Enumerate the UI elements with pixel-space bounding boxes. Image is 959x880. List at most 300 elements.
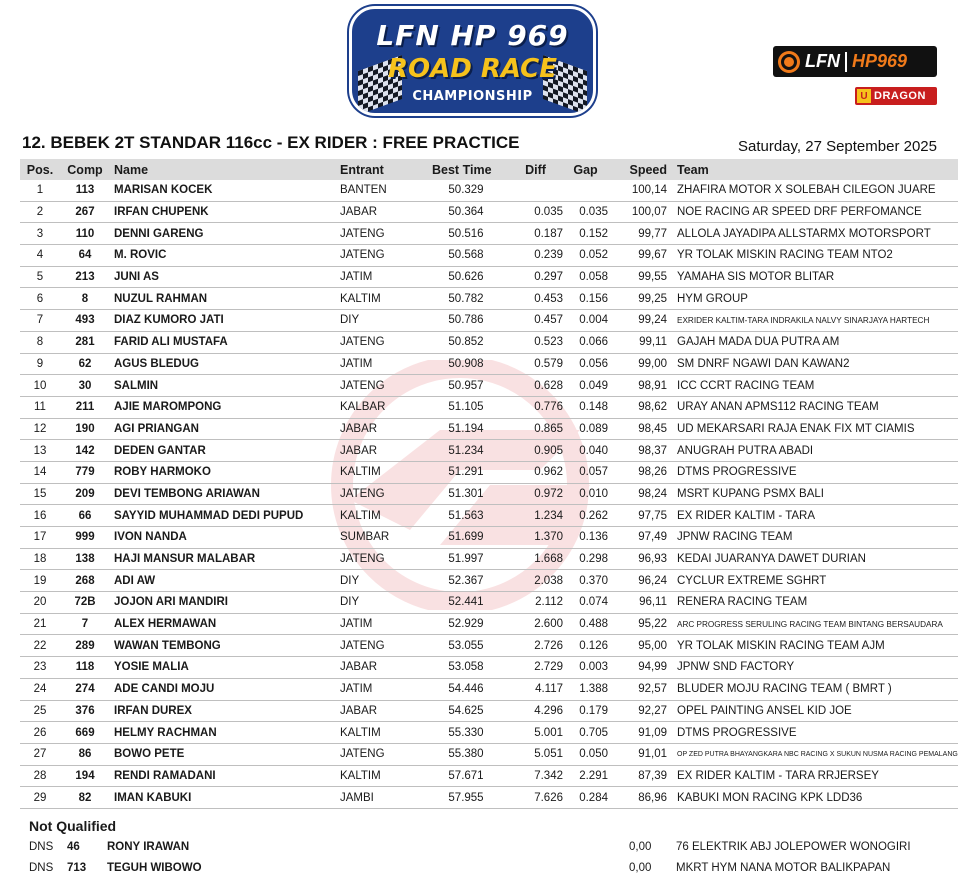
cell-entrant: JATENG (340, 245, 424, 267)
logo-line-1: LFN HP 969 (376, 19, 569, 52)
cell-comp: 62 (60, 353, 110, 375)
cell-best-time: 50.626 (424, 266, 508, 288)
cell-comp: 190 (60, 418, 110, 440)
cell-name: JOJON ARI MANDIRI (110, 592, 340, 614)
cell-diff: 0.187 (508, 223, 563, 245)
cell-pos: 22 (20, 635, 60, 657)
cell-best-time: 52.929 (424, 613, 508, 635)
cell-gap: 0.003 (563, 657, 608, 679)
cell-team: ANUGRAH PUTRA ABADI (667, 440, 958, 462)
cell-name: HAJI MANSUR MALABAR (110, 548, 340, 570)
cell-comp: 110 (60, 223, 110, 245)
table-row (20, 180, 958, 201)
cell-name: M. ROVIC (110, 245, 340, 267)
cell-comp: 7 (60, 613, 110, 635)
table-row (20, 592, 958, 614)
cell-team: OPEL PAINTING ANSEL KID JOE (667, 700, 958, 722)
cell-pos: 27 (20, 743, 60, 765)
table-row (20, 787, 958, 809)
table-row (20, 375, 958, 397)
cell-pos: 3 (20, 223, 60, 245)
cell-diff: 0.453 (508, 288, 563, 310)
cell-comp: 493 (60, 310, 110, 332)
cell-comp: 142 (60, 440, 110, 462)
cell-name: ADI AW (110, 570, 340, 592)
cell-gap: 0.089 (563, 418, 608, 440)
cell-gap: 0.284 (563, 787, 608, 809)
col-comp-header: Comp (60, 159, 110, 180)
cell-gap: 0.010 (563, 483, 608, 505)
championship-logo (349, 6, 596, 116)
nq-team: 76 ELEKTRIK ABJ JOLEPOWER WONOGIRI (676, 841, 911, 853)
cell-diff: 2.038 (508, 570, 563, 592)
cell-team: ALLOLA JAYADIPA ALLSTARMX MOTORSPORT (667, 223, 958, 245)
cell-gap: 0.040 (563, 440, 608, 462)
cell-pos: 29 (20, 787, 60, 809)
cell-team: EX RIDER KALTIM - TARA RRJERSEY (667, 765, 958, 787)
cell-entrant: KALTIM (340, 722, 424, 744)
cell-best-time: 57.671 (424, 765, 508, 787)
cell-entrant: JATENG (340, 635, 424, 657)
cell-team: YAMAHA SIS MOTOR BLITAR (667, 266, 958, 288)
cell-speed: 99,25 (608, 288, 667, 310)
nq-name: RONY IRAWAN (107, 841, 190, 853)
cell-speed: 98,24 (608, 483, 667, 505)
cell-entrant: KALBAR (340, 396, 424, 418)
cell-name: DIAZ KUMORO JATI (110, 310, 340, 332)
table-row (20, 657, 958, 679)
cell-speed: 98,62 (608, 396, 667, 418)
cell-entrant: JATENG (340, 331, 424, 353)
cell-diff: 0.628 (508, 375, 563, 397)
cell-gap: 0.066 (563, 331, 608, 353)
event-title: 12. BEBEK 2T STANDAR 116cc - EX RIDER : FREE PRACTICE (22, 133, 520, 152)
cell-team: OP ZED PUTRA BHAYANGKARA NBC RACING X SUKUN NUSMA RACING PEMALANG (667, 743, 958, 765)
nq-comp: 713 (67, 862, 87, 874)
cell-entrant: JABAR (340, 418, 424, 440)
cell-team: HYM GROUP (667, 288, 958, 310)
cell-entrant: DIY (340, 592, 424, 614)
cell-pos: 25 (20, 700, 60, 722)
cell-pos: 8 (20, 331, 60, 353)
cell-speed: 98,45 (608, 418, 667, 440)
logo-line-3: CHAMPIONSHIP (412, 89, 533, 104)
cell-entrant: JATENG (340, 483, 424, 505)
cell-diff: 5.001 (508, 722, 563, 744)
cell-best-time: 50.568 (424, 245, 508, 267)
cell-team: DTMS PROGRESSIVE (667, 722, 958, 744)
cell-best-time: 51.699 (424, 527, 508, 549)
table-row (20, 570, 958, 592)
cell-best-time: 50.852 (424, 331, 508, 353)
cell-speed: 95,00 (608, 635, 667, 657)
table-row (20, 310, 958, 332)
cell-diff: 0.579 (508, 353, 563, 375)
table-row (20, 440, 958, 462)
cell-pos: 16 (20, 505, 60, 527)
cell-speed: 99,11 (608, 331, 667, 353)
cell-speed: 98,37 (608, 440, 667, 462)
cell-comp: 281 (60, 331, 110, 353)
cell-team: NOE RACING AR SPEED DRF PERFOMANCE (667, 201, 958, 223)
cell-diff: 1.370 (508, 527, 563, 549)
cell-best-time: 50.516 (424, 223, 508, 245)
brand-separator (845, 52, 847, 72)
cell-speed: 98,91 (608, 375, 667, 397)
cell-gap (563, 180, 608, 201)
nq-team: MKRT HYM NANA MOTOR BALIKPAPAN (676, 862, 891, 874)
cell-entrant: JATIM (340, 353, 424, 375)
cell-speed: 97,49 (608, 527, 667, 549)
cell-pos: 13 (20, 440, 60, 462)
cell-pos: 9 (20, 353, 60, 375)
cell-name: AJIE MAROMPONG (110, 396, 340, 418)
cell-entrant: JABAR (340, 201, 424, 223)
cell-team: UD MEKARSARI RAJA ENAK FIX MT CIAMIS (667, 418, 958, 440)
cell-pos: 20 (20, 592, 60, 614)
cell-gap: 0.152 (563, 223, 608, 245)
cell-entrant: KALTIM (340, 288, 424, 310)
cell-name: IRFAN CHUPENK (110, 201, 340, 223)
table-row (20, 743, 958, 765)
table-row (20, 678, 958, 700)
table-row (20, 418, 958, 440)
table-row (20, 461, 958, 483)
cell-pos: 18 (20, 548, 60, 570)
cell-entrant: DIY (340, 310, 424, 332)
cell-diff: 0.523 (508, 331, 563, 353)
table-row (20, 266, 958, 288)
cell-pos: 14 (20, 461, 60, 483)
table-row (20, 548, 958, 570)
cell-name: FARID ALI MUSTAFA (110, 331, 340, 353)
cell-speed: 94,99 (608, 657, 667, 679)
cell-diff: 1.234 (508, 505, 563, 527)
cell-team: KEDAI JUARANYA DAWET DURIAN (667, 548, 958, 570)
cell-best-time: 54.446 (424, 678, 508, 700)
cell-entrant: JAMBI (340, 787, 424, 809)
cell-gap: 0.262 (563, 505, 608, 527)
col-name-header: Name (110, 159, 340, 180)
cell-name: AGUS BLEDUG (110, 353, 340, 375)
cell-team: EXRIDER KALTIM-TARA INDRAKILA NALVY SINARJAYA HARTECH (667, 310, 958, 332)
sponsor-logo (855, 87, 937, 105)
sponsor-mark-icon: U (857, 89, 871, 103)
cell-comp: 72B (60, 592, 110, 614)
cell-speed: 100,14 (608, 180, 667, 201)
cell-diff: 4.296 (508, 700, 563, 722)
cell-team: GAJAH MADA DUA PUTRA AM (667, 331, 958, 353)
cell-gap: 0.052 (563, 245, 608, 267)
table-row (20, 223, 958, 245)
cell-name: RENDI RAMADANI (110, 765, 340, 787)
cell-comp: 669 (60, 722, 110, 744)
cell-pos: 4 (20, 245, 60, 267)
cell-gap: 0.004 (563, 310, 608, 332)
cell-team: ZHAFIRA MOTOR X SOLEBAH CILEGON JUARE (667, 180, 958, 201)
cell-diff: 2.729 (508, 657, 563, 679)
nq-name: TEGUH WIBOWO (107, 862, 202, 874)
cell-entrant: KALTIM (340, 505, 424, 527)
cell-speed: 100,07 (608, 201, 667, 223)
brand-logo (773, 46, 937, 77)
cell-entrant: JABAR (340, 657, 424, 679)
table-row (20, 635, 958, 657)
table-row (20, 765, 958, 787)
cell-team: EX RIDER KALTIM - TARA (667, 505, 958, 527)
cell-pos: 19 (20, 570, 60, 592)
nq-speed: 0,00 (629, 862, 652, 874)
cell-best-time: 55.380 (424, 743, 508, 765)
cell-diff: 0.457 (508, 310, 563, 332)
cell-entrant: SUMBAR (340, 527, 424, 549)
cell-team: YR TOLAK MISKIN RACING TEAM NTO2 (667, 245, 958, 267)
cell-pos: 26 (20, 722, 60, 744)
cell-entrant: JABAR (340, 440, 424, 462)
cell-comp: 113 (60, 180, 110, 201)
cell-comp: 268 (60, 570, 110, 592)
cell-diff: 0.239 (508, 245, 563, 267)
cell-gap: 0.126 (563, 635, 608, 657)
cell-diff: 0.865 (508, 418, 563, 440)
cell-comp: 779 (60, 461, 110, 483)
table-row (20, 353, 958, 375)
cell-team: DTMS PROGRESSIVE (667, 461, 958, 483)
cell-team: URAY ANAN APMS112 RACING TEAM (667, 396, 958, 418)
cell-pos: 24 (20, 678, 60, 700)
cell-speed: 92,57 (608, 678, 667, 700)
cell-gap: 2.291 (563, 765, 608, 787)
cell-comp: 138 (60, 548, 110, 570)
cell-team: YR TOLAK MISKIN RACING TEAM AJM (667, 635, 958, 657)
not-qualified-row (29, 838, 939, 858)
cell-comp: 274 (60, 678, 110, 700)
cell-comp: 194 (60, 765, 110, 787)
cell-best-time: 50.786 (424, 310, 508, 332)
cell-pos: 28 (20, 765, 60, 787)
table-header-row (20, 159, 958, 180)
cell-gap: 0.136 (563, 527, 608, 549)
cell-comp: 86 (60, 743, 110, 765)
cell-speed: 96,93 (608, 548, 667, 570)
sponsor-text: DRAGON (874, 90, 926, 102)
cell-name: WAWAN TEMBONG (110, 635, 340, 657)
cell-comp: 118 (60, 657, 110, 679)
cell-speed: 99,24 (608, 310, 667, 332)
cell-team: JPNW SND FACTORY (667, 657, 958, 679)
cell-best-time: 54.625 (424, 700, 508, 722)
cell-pos: 2 (20, 201, 60, 223)
cell-speed: 99,67 (608, 245, 667, 267)
nq-speed: 0,00 (629, 841, 652, 853)
cell-diff: 2.112 (508, 592, 563, 614)
cell-entrant: JATIM (340, 266, 424, 288)
cell-best-time: 50.364 (424, 201, 508, 223)
cell-best-time: 51.234 (424, 440, 508, 462)
nq-status: DNS (29, 862, 54, 874)
cell-speed: 91,09 (608, 722, 667, 744)
cell-name: BOWO PETE (110, 743, 340, 765)
cell-gap: 0.058 (563, 266, 608, 288)
cell-gap: 0.049 (563, 375, 608, 397)
cell-team: SM DNRF NGAWI DAN KAWAN2 (667, 353, 958, 375)
cell-best-time: 57.955 (424, 787, 508, 809)
not-qualified-row (29, 859, 939, 879)
cell-diff: 0.972 (508, 483, 563, 505)
not-qualified-title: Not Qualified (29, 818, 117, 834)
cell-entrant: JATENG (340, 743, 424, 765)
cell-entrant: JATIM (340, 678, 424, 700)
cell-pos: 1 (20, 180, 60, 201)
cell-comp: 209 (60, 483, 110, 505)
logo-line-2: ROAD RACE (387, 54, 558, 84)
cell-pos: 7 (20, 310, 60, 332)
cell-best-time: 50.908 (424, 353, 508, 375)
col-pos-header: Pos. (20, 159, 60, 180)
cell-entrant: KALTIM (340, 765, 424, 787)
cell-diff: 2.726 (508, 635, 563, 657)
cell-best-time: 51.997 (424, 548, 508, 570)
cell-comp: 8 (60, 288, 110, 310)
cell-best-time: 50.957 (424, 375, 508, 397)
cell-pos: 23 (20, 657, 60, 679)
cell-entrant: BANTEN (340, 180, 424, 201)
brand-left-text: LFN (805, 51, 840, 71)
cell-entrant: JATENG (340, 375, 424, 397)
cell-speed: 99,55 (608, 266, 667, 288)
cell-team: ARC PROGRESS SERULING RACING TEAM BINTANG BERSAUDARA (667, 613, 958, 635)
cell-gap: 0.035 (563, 201, 608, 223)
cell-gap: 0.488 (563, 613, 608, 635)
nq-status: DNS (29, 841, 54, 853)
cell-speed: 97,75 (608, 505, 667, 527)
nq-comp: 46 (67, 841, 80, 853)
cell-gap: 0.156 (563, 288, 608, 310)
cell-name: HELMY RACHMAN (110, 722, 340, 744)
cell-name: ROBY HARMOKO (110, 461, 340, 483)
table-row (20, 613, 958, 635)
cell-name: JUNI AS (110, 266, 340, 288)
cell-name: MARISAN KOCEK (110, 180, 340, 201)
cell-best-time: 50.329 (424, 180, 508, 201)
cell-gap: 0.705 (563, 722, 608, 744)
col-gap-header: Gap (563, 159, 608, 180)
table-row (20, 396, 958, 418)
cell-name: AGI PRIANGAN (110, 418, 340, 440)
cell-comp: 66 (60, 505, 110, 527)
cell-speed: 99,77 (608, 223, 667, 245)
cell-diff (508, 180, 563, 201)
col-best-time-header: Best Time (424, 159, 508, 180)
cell-pos: 6 (20, 288, 60, 310)
cell-name: DEVI TEMBONG ARIAWAN (110, 483, 340, 505)
cell-speed: 98,26 (608, 461, 667, 483)
cell-pos: 15 (20, 483, 60, 505)
cell-pos: 5 (20, 266, 60, 288)
cell-name: IVON NANDA (110, 527, 340, 549)
cell-best-time: 55.330 (424, 722, 508, 744)
cell-pos: 17 (20, 527, 60, 549)
results-body (20, 180, 958, 808)
cell-best-time: 53.058 (424, 657, 508, 679)
col-entrant-header: Entrant (340, 159, 424, 180)
cell-entrant: JATENG (340, 548, 424, 570)
cell-comp: 213 (60, 266, 110, 288)
cell-pos: 12 (20, 418, 60, 440)
cell-best-time: 50.782 (424, 288, 508, 310)
col-diff-header: Diff (508, 159, 563, 180)
cell-speed: 96,24 (608, 570, 667, 592)
table-row (20, 527, 958, 549)
cell-comp: 376 (60, 700, 110, 722)
cell-speed: 91,01 (608, 743, 667, 765)
cell-team: KABUKI MON RACING KPK LDD36 (667, 787, 958, 809)
cell-diff: 2.600 (508, 613, 563, 635)
cell-gap: 0.179 (563, 700, 608, 722)
table-row (20, 483, 958, 505)
cell-name: DEDEN GANTAR (110, 440, 340, 462)
cell-gap: 0.056 (563, 353, 608, 375)
table-row (20, 505, 958, 527)
cell-speed: 86,96 (608, 787, 667, 809)
cell-name: NUZUL RAHMAN (110, 288, 340, 310)
table-row (20, 722, 958, 744)
cell-best-time: 51.291 (424, 461, 508, 483)
cell-pos: 10 (20, 375, 60, 397)
table-row (20, 331, 958, 353)
cell-speed: 95,22 (608, 613, 667, 635)
col-team-header: Team (667, 159, 958, 180)
cell-entrant: JATIM (340, 613, 424, 635)
cell-speed: 99,00 (608, 353, 667, 375)
cell-gap: 1.388 (563, 678, 608, 700)
cell-name: ALEX HERMAWAN (110, 613, 340, 635)
brand-ring-icon (778, 51, 800, 73)
cell-gap: 0.074 (563, 592, 608, 614)
cell-gap: 0.057 (563, 461, 608, 483)
cell-team: ICC CCRT RACING TEAM (667, 375, 958, 397)
cell-entrant: KALTIM (340, 461, 424, 483)
cell-best-time: 52.441 (424, 592, 508, 614)
cell-gap: 0.298 (563, 548, 608, 570)
cell-best-time: 51.301 (424, 483, 508, 505)
cell-diff: 0.776 (508, 396, 563, 418)
cell-best-time: 51.194 (424, 418, 508, 440)
cell-entrant: JABAR (340, 700, 424, 722)
cell-gap: 0.148 (563, 396, 608, 418)
cell-name: IMAN KABUKI (110, 787, 340, 809)
cell-name: DENNI GARENG (110, 223, 340, 245)
table-row (20, 245, 958, 267)
cell-team: JPNW RACING TEAM (667, 527, 958, 549)
cell-speed: 96,11 (608, 592, 667, 614)
cell-diff: 7.626 (508, 787, 563, 809)
cell-gap: 0.050 (563, 743, 608, 765)
cell-best-time: 51.105 (424, 396, 508, 418)
brand-right-text: HP969 (852, 51, 908, 71)
cell-best-time: 51.563 (424, 505, 508, 527)
cell-diff: 7.342 (508, 765, 563, 787)
event-date: Saturday, 27 September 2025 (737, 138, 937, 155)
cell-comp: 267 (60, 201, 110, 223)
cell-team: MSRT KUPANG PSMX BALI (667, 483, 958, 505)
cell-diff: 0.297 (508, 266, 563, 288)
cell-name: SAYYID MUHAMMAD DEDI PUPUD (110, 505, 340, 527)
cell-name: SALMIN (110, 375, 340, 397)
cell-diff: 1.668 (508, 548, 563, 570)
cell-speed: 92,27 (608, 700, 667, 722)
cell-comp: 289 (60, 635, 110, 657)
